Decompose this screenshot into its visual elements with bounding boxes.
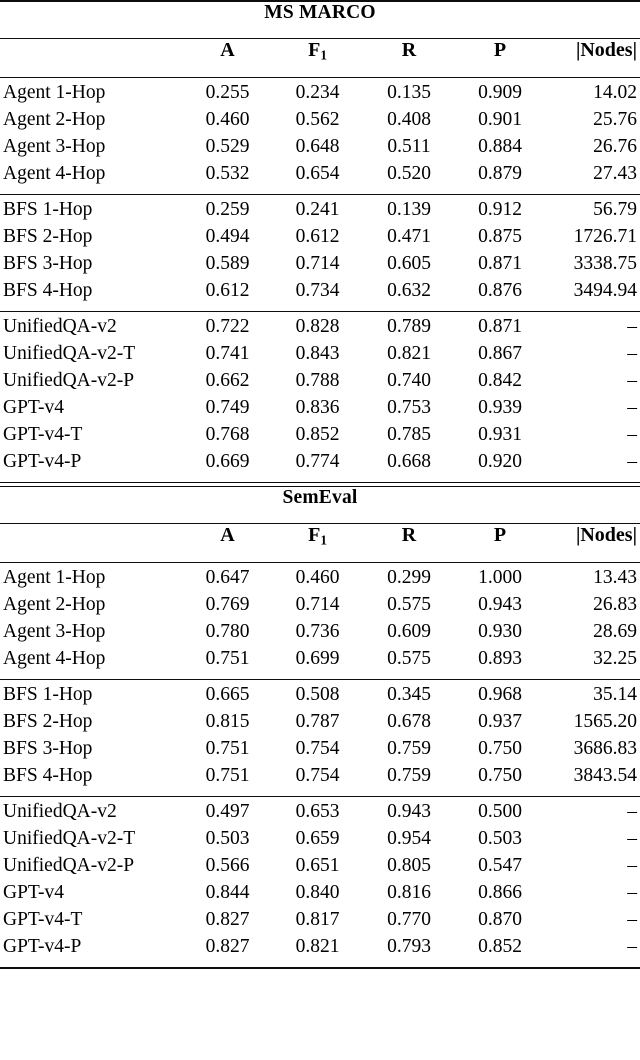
- cell-r: 0.345: [387, 683, 431, 705]
- row-label: BFS 3-Hop: [3, 737, 93, 759]
- cell-nodes: –: [627, 800, 637, 822]
- row-label: Agent 1-Hop: [3, 82, 106, 103]
- cell-nodes: –: [627, 908, 637, 930]
- cell-nodes: –: [627, 881, 637, 903]
- cell-a: 0.741: [205, 343, 250, 364]
- table-row: [0, 109, 640, 136]
- table-row: [0, 397, 640, 424]
- table-row: [0, 711, 640, 738]
- cell-f1: 0.852: [295, 424, 340, 445]
- cell-a: 0.494: [205, 226, 250, 247]
- cell-p: 0.870: [478, 908, 522, 930]
- cell-f1: 0.460: [295, 566, 340, 588]
- cell-p: 0.909: [478, 82, 522, 103]
- cell-nodes: –: [627, 935, 637, 957]
- column-header-a: A: [220, 523, 235, 546]
- cell-p: 0.875: [478, 226, 522, 247]
- table-row: [0, 594, 640, 621]
- column-header-row: [0, 524, 640, 563]
- cell-nodes: 26.83: [593, 593, 637, 615]
- cell-r: 0.785: [387, 424, 431, 445]
- column-header-p: P: [493, 39, 507, 61]
- cell-p: 0.866: [478, 881, 522, 903]
- cell-f1: 0.754: [295, 737, 340, 759]
- cell-f1: 0.654: [295, 163, 340, 184]
- row-label: UnifiedQA-v2-T: [3, 827, 136, 849]
- row-label: Agent 2-Hop: [3, 593, 106, 615]
- cell-p: 0.884: [478, 136, 522, 157]
- cell-a: 0.751: [205, 764, 250, 786]
- row-label: GPT-v4-T: [3, 424, 83, 445]
- cell-r: 0.135: [387, 82, 431, 103]
- cell-nodes: –: [627, 397, 637, 418]
- cell-f1: 0.714: [295, 593, 340, 615]
- table-row: [0, 136, 640, 163]
- section-title-0: MS MARCO: [264, 2, 376, 23]
- table-row: [0, 316, 640, 343]
- table-row: [0, 828, 640, 855]
- row-label: UnifiedQA-v2-P: [3, 370, 135, 391]
- table-row: [0, 765, 640, 792]
- cell-p: 0.879: [478, 163, 522, 184]
- cell-nodes: 3686.83: [573, 737, 637, 759]
- cell-f1: 0.787: [295, 710, 340, 732]
- cell-r: 0.575: [387, 593, 431, 615]
- cell-r: 0.759: [387, 764, 431, 786]
- cell-a: 0.669: [205, 451, 250, 472]
- cell-f1: 0.821: [295, 935, 340, 957]
- cell-nodes: 1726.71: [573, 226, 637, 247]
- cell-f1: 0.788: [295, 370, 340, 391]
- cell-nodes: 27.43: [593, 163, 637, 184]
- cell-f1: 0.699: [295, 647, 340, 669]
- cell-f1: 0.736: [295, 620, 340, 642]
- cell-nodes: 3843.54: [573, 764, 637, 786]
- cell-p: 0.939: [478, 397, 522, 418]
- cell-a: 0.529: [205, 136, 250, 157]
- cell-a: 0.460: [205, 109, 250, 130]
- cell-r: 0.575: [387, 647, 431, 669]
- cell-nodes: 32.25: [593, 647, 637, 669]
- cell-nodes: 14.02: [593, 82, 637, 103]
- cell-a: 0.662: [205, 370, 250, 391]
- cell-p: 0.893: [478, 647, 522, 669]
- cell-p: 0.912: [478, 199, 522, 220]
- cell-f1: 0.774: [295, 451, 340, 472]
- table-row: [0, 567, 640, 594]
- cell-nodes: 26.76: [593, 136, 637, 157]
- column-header-f1: $F_1$: [308, 523, 327, 548]
- row-label: BFS 1-Hop: [3, 683, 93, 705]
- cell-r: 0.816: [387, 881, 431, 903]
- row-label: BFS 4-Hop: [3, 764, 93, 786]
- cell-r: 0.605: [387, 253, 431, 274]
- results-table-body: [0, 1, 640, 969]
- table-row: [0, 163, 640, 190]
- cell-a: 0.827: [205, 908, 250, 930]
- column-header-r: R: [401, 39, 417, 61]
- row-label: Agent 4-Hop: [3, 163, 106, 184]
- cell-a: 0.612: [205, 280, 250, 301]
- row-label: UnifiedQA-v2-P: [3, 854, 135, 876]
- column-header-nodes: |Nodes|: [575, 39, 637, 61]
- table-row: [0, 343, 640, 370]
- cell-f1: 0.734: [295, 280, 340, 301]
- cell-nodes: 1565.20: [573, 710, 637, 732]
- cell-p: 0.852: [478, 935, 522, 957]
- cell-nodes: –: [627, 343, 637, 364]
- row-label: BFS 2-Hop: [3, 226, 93, 247]
- cell-a: 0.815: [205, 710, 250, 732]
- row-label: Agent 3-Hop: [3, 620, 106, 642]
- cell-a: 0.751: [205, 737, 250, 759]
- column-header-row: [0, 39, 640, 78]
- cell-r: 0.770: [387, 908, 431, 930]
- cell-a: 0.665: [205, 683, 250, 705]
- row-label: UnifiedQA-v2-T: [3, 343, 136, 364]
- cell-nodes: –: [627, 854, 637, 876]
- cell-nodes: –: [627, 451, 637, 472]
- cell-r: 0.632: [387, 280, 431, 301]
- cell-p: 0.503: [478, 827, 522, 849]
- cell-p: 0.867: [478, 343, 522, 364]
- row-label: Agent 4-Hop: [3, 647, 106, 669]
- cell-f1: 0.612: [295, 226, 340, 247]
- cell-a: 0.769: [205, 593, 250, 615]
- cell-p: 0.930: [478, 620, 522, 642]
- cell-r: 0.408: [387, 109, 431, 130]
- cell-r: 0.299: [387, 566, 431, 588]
- cell-f1: 0.648: [295, 136, 340, 157]
- cell-r: 0.609: [387, 620, 431, 642]
- cell-a: 0.844: [205, 881, 250, 903]
- cell-r: 0.139: [387, 199, 431, 220]
- cell-a: 0.722: [205, 316, 250, 337]
- column-header-nodes: |Nodes|: [575, 523, 637, 546]
- table-row: [0, 621, 640, 648]
- cell-p: 0.901: [478, 109, 522, 130]
- cell-f1: 0.817: [295, 908, 340, 930]
- cell-f1: 0.828: [295, 316, 340, 337]
- row-label: GPT-v4: [3, 397, 65, 418]
- cell-a: 0.566: [205, 854, 250, 876]
- cell-a: 0.589: [205, 253, 250, 274]
- cell-f1: 0.562: [295, 109, 340, 130]
- cell-r: 0.789: [387, 316, 431, 337]
- table-row: [0, 370, 640, 397]
- row-label: BFS 1-Hop: [3, 199, 93, 220]
- cell-a: 0.780: [205, 620, 250, 642]
- cell-a: 0.827: [205, 935, 250, 957]
- column-header-a: A: [220, 39, 235, 61]
- table-row: [0, 909, 640, 936]
- cell-r: 0.678: [387, 710, 431, 732]
- cell-p: 0.871: [478, 316, 522, 337]
- cell-r: 0.753: [387, 397, 431, 418]
- cell-nodes: 3494.94: [573, 280, 637, 301]
- cell-f1: 0.714: [295, 253, 340, 274]
- cell-r: 0.740: [387, 370, 431, 391]
- table-row: [0, 882, 640, 909]
- table-row: [0, 936, 640, 963]
- table-bottom-rule: [0, 968, 640, 969]
- cell-f1: 0.754: [295, 764, 340, 786]
- cell-nodes: –: [627, 316, 637, 337]
- cell-p: 0.750: [478, 737, 522, 759]
- cell-r: 0.471: [387, 226, 431, 247]
- cell-f1: 0.651: [295, 854, 340, 876]
- row-label: Agent 3-Hop: [3, 136, 106, 157]
- cell-nodes: 28.69: [593, 620, 637, 642]
- cell-r: 0.759: [387, 737, 431, 759]
- cell-f1: 0.840: [295, 881, 340, 903]
- cell-r: 0.793: [387, 935, 431, 957]
- cell-f1: 0.241: [295, 199, 340, 220]
- cell-r: 0.821: [387, 343, 431, 364]
- row-label: GPT-v4: [3, 881, 65, 903]
- cell-p: 0.547: [478, 854, 522, 876]
- row-label: Agent 1-Hop: [3, 566, 106, 588]
- cell-a: 0.259: [205, 199, 250, 220]
- cell-f1: 0.659: [295, 827, 340, 849]
- cell-nodes: –: [627, 827, 637, 849]
- table-row: [0, 801, 640, 828]
- table-row: [0, 684, 640, 711]
- cell-f1: 0.653: [295, 800, 340, 822]
- row-label: BFS 2-Hop: [3, 710, 93, 732]
- cell-p: 1.000: [478, 566, 522, 588]
- cell-r: 0.805: [387, 854, 431, 876]
- table-row: [0, 738, 640, 765]
- section-title-1: SemEval: [282, 486, 358, 508]
- row-label: UnifiedQA-v2: [3, 316, 117, 337]
- cell-a: 0.647: [205, 566, 250, 588]
- cell-nodes: 56.79: [593, 199, 637, 220]
- cell-nodes: 13.43: [593, 566, 637, 588]
- cell-a: 0.497: [205, 800, 250, 822]
- cell-r: 0.511: [387, 136, 431, 157]
- cell-a: 0.255: [205, 82, 250, 103]
- cell-p: 0.968: [478, 683, 522, 705]
- table-row: [0, 648, 640, 675]
- table-row: [0, 280, 640, 307]
- section-title-row: [0, 486, 640, 523]
- table-row: [0, 82, 640, 109]
- column-header-f1: $F_1$: [308, 39, 327, 63]
- cell-p: 0.920: [478, 451, 522, 472]
- cell-a: 0.532: [205, 163, 250, 184]
- table-row: [0, 424, 640, 451]
- cell-r: 0.520: [387, 163, 431, 184]
- cell-r: 0.954: [387, 827, 431, 849]
- cell-p: 0.871: [478, 253, 522, 274]
- cell-a: 0.751: [205, 647, 250, 669]
- section-title-row: [0, 2, 640, 39]
- cell-a: 0.503: [205, 827, 250, 849]
- row-label: Agent 2-Hop: [3, 109, 106, 130]
- table-row: [0, 226, 640, 253]
- row-label: BFS 3-Hop: [3, 253, 93, 274]
- cell-p: 0.750: [478, 764, 522, 786]
- row-label: GPT-v4-T: [3, 908, 83, 930]
- table-row: [0, 855, 640, 882]
- table-row: [0, 199, 640, 226]
- cell-r: 0.668: [387, 451, 431, 472]
- row-label: GPT-v4-P: [3, 935, 82, 957]
- cell-p: 0.943: [478, 593, 522, 615]
- cell-nodes: –: [627, 370, 637, 391]
- cell-f1: 0.508: [295, 683, 340, 705]
- row-label: BFS 4-Hop: [3, 280, 93, 301]
- cell-p: 0.842: [478, 370, 522, 391]
- cell-p: 0.876: [478, 280, 522, 301]
- cell-p: 0.937: [478, 710, 522, 732]
- cell-f1: 0.836: [295, 397, 340, 418]
- row-label: GPT-v4-P: [3, 451, 82, 472]
- column-header-p: P: [493, 523, 507, 546]
- cell-nodes: –: [627, 424, 637, 445]
- cell-r: 0.943: [387, 800, 431, 822]
- cell-a: 0.749: [205, 397, 250, 418]
- cell-p: 0.931: [478, 424, 522, 445]
- cell-f1: 0.234: [295, 82, 340, 103]
- cell-nodes: 3338.75: [573, 253, 637, 274]
- cell-nodes: 25.76: [593, 109, 637, 130]
- table-row: [0, 451, 640, 478]
- table-row: [0, 253, 640, 280]
- cell-a: 0.768: [205, 424, 250, 445]
- cell-nodes: 35.14: [593, 683, 637, 705]
- row-label: UnifiedQA-v2: [3, 800, 117, 822]
- column-header-blank: [0, 39, 183, 78]
- column-header-r: R: [401, 523, 417, 546]
- cell-f1: 0.843: [295, 343, 340, 364]
- cell-p: 0.500: [478, 800, 522, 822]
- column-header-blank: [0, 524, 183, 563]
